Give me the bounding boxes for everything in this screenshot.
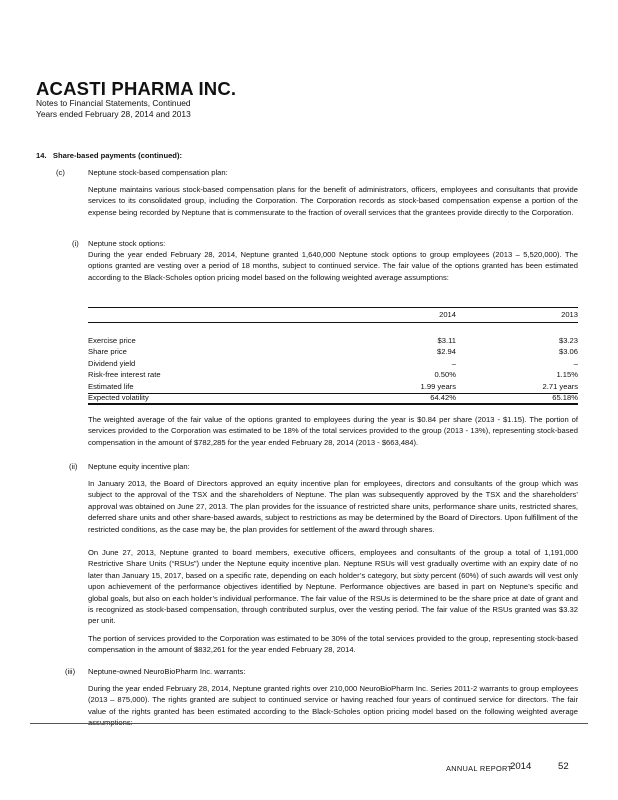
subsection-c-marker: (c) (56, 168, 65, 177)
page-number: 52 (558, 761, 569, 772)
subsection-ii-marker: (ii) (69, 462, 78, 471)
row-value-2013: $3.23 (558, 336, 578, 345)
row-value-2014: $3.11 (437, 336, 456, 345)
row-value-2013: 2.71 years (542, 381, 578, 391)
row-value-2013: – (573, 358, 578, 368)
subsection-i-marker: (i) (72, 239, 79, 248)
subsection-ii-paragraph-1: In January 2013, the Board of Directors approved an equity incentive plan for employees, directors and consultants of the group which was subject to the approval of the TSX and the shareholders of Neptune. The plan was subsequently approved by the TSX and the shareholders’ approval was obtained on June 27, 2013. The plan provides for the issuance of restricted share units, performance share units, restricted shares, deferred share units and other share-based awards, subject to restrictions as may be determined by the Board of Directors. Upon fulfillment of the restricted conditions, as the case may be, the plan provides for settlement of the award through shares. (88, 479, 578, 534)
table-row (88, 346, 578, 357)
row-label: Estimated life (88, 381, 134, 391)
subsection-iii-title: Neptune-owned NeuroBioPharm Inc. warrants: (88, 667, 246, 676)
column-header-2014: 2014 (439, 310, 456, 319)
row-value-2014: – (451, 358, 456, 368)
options-table-header (88, 309, 578, 320)
row-value-2014: 0.50% (434, 370, 456, 380)
subsection-iii-paragraph: During the year ended February 28, 2014, Neptune granted rights over 210,000 NeuroBioPharm Inc. Series 2011-2 warrants to group employees (2013 – 875,000). The rights granted are subject to continued service or having reached four years of continued service for directors. The fair value of the rights granted has been estimated according to the Black-Scholes option pricing model based on the following weighted average assumptions: (88, 684, 578, 728)
row-label: Share price (88, 347, 127, 357)
row-label: Dividend yield (88, 358, 136, 368)
row-value-2014: $2.94 (436, 347, 456, 357)
table-row (88, 335, 578, 346)
subsection-i-paragraph: During the year ended February 28, 2014, Neptune granted 1,640,000 Neptune stock options to group employees (2013 – 5,520,000). The options granted are vesting over a period of 18 months, subject to continued service. The fair value of the options granted has been estimated according to the Black-Scholes option pricing model based on the following weighted average assumptions: (88, 250, 578, 282)
row-value-2014: 1.99 years (420, 381, 456, 391)
row-value-2013: $3.06 (558, 347, 578, 357)
table-top-rule (88, 307, 578, 308)
table-last-row-rule (88, 393, 578, 394)
subsection-c-paragraph: Neptune maintains various stock-based compensation plans for the benefit of administrators, officers, employees and consultants that provide services to its consolidated group, including the Corporation. The Corporation records as stock-based compensation expense a portion of the expense being recorded by Neptune that is commensurate to the fraction of overall services that the grantees provide directly to the Corporation. (88, 185, 578, 217)
footer-year: 2014 (510, 761, 532, 772)
row-value-2013: 1.15% (556, 370, 578, 380)
footer-label: ANNUAL REPORT (446, 764, 513, 773)
subsection-i-title: Neptune stock options: (88, 239, 166, 248)
table-bottom-rule (88, 403, 578, 405)
subsection-iii-marker: (iii) (65, 667, 76, 676)
table-header-rule (88, 322, 578, 323)
table-row (88, 369, 578, 380)
row-label: Risk-free interest rate (88, 370, 161, 380)
table-row (88, 358, 578, 369)
subsection-ii-title: Neptune equity incentive plan: (88, 462, 190, 471)
column-header-2013: 2013 (561, 310, 578, 319)
document-period: Years ended February 28, 2014 and 2013 (36, 109, 191, 119)
row-label: Exercise price (88, 336, 136, 345)
table-row (88, 381, 578, 392)
subsection-ii-paragraph-3: The portion of services provided to the Corporation was estimated to be 30% of the total services provided to the group, representing stock-based compensation in the amount of $832,261 for the year ended February 28, 2014. (88, 634, 578, 655)
row-value-2013: 65.18% (552, 393, 578, 403)
row-label: Expected volatility (88, 393, 149, 403)
subsection-ii-paragraph-2: On June 27, 2013, Neptune granted to board members, executive officers, employees and consultants of the group a total of 1,191,000 Restrictive Share Units (“RSUs”) under the Neptune equity incentive plan. Neptune RSUs will vest gradually overtime with an expiry date of no later than January 15, 2017, based on a specific rate, depending on each holder’s category, but sixty percent (60%) of such awards will vest only upon achievement of the performance objectives identified by Neptune. Performance objectives are based in part on Neptune’s specific and global goals, but also on each holder’s individual performance. The fair value of the RSUs is determined to be the share price at date of grant and is recognized as stock-based compensation, through contributed surplus, over the vesting period. The fair value of the RSUs granted was $3.32 per unit. (88, 548, 578, 626)
company-name: ACASTI PHARMA INC. (36, 78, 237, 99)
subsection-i-results-paragraph: The weighted average of the fair value of the options granted to employees during the year is $0.84 per share (2013 - $1.15). The portion of services provided to the Corporation was estimated to be 18% of the total services provided to the group (2013 - 13%), representing stock-based compensation in the amount of $782,285 for the year ended February 28, 2014 (2013 - $663,484). (88, 415, 578, 447)
section-heading: 14. Share-based payments (continued): (36, 151, 183, 160)
document-subtitle: Notes to Financial Statements, Continued (36, 98, 191, 108)
footer-divider (30, 723, 588, 724)
row-value-2014: 64.42% (430, 393, 456, 403)
subsection-c-title: Neptune stock-based compensation plan: (88, 168, 228, 177)
